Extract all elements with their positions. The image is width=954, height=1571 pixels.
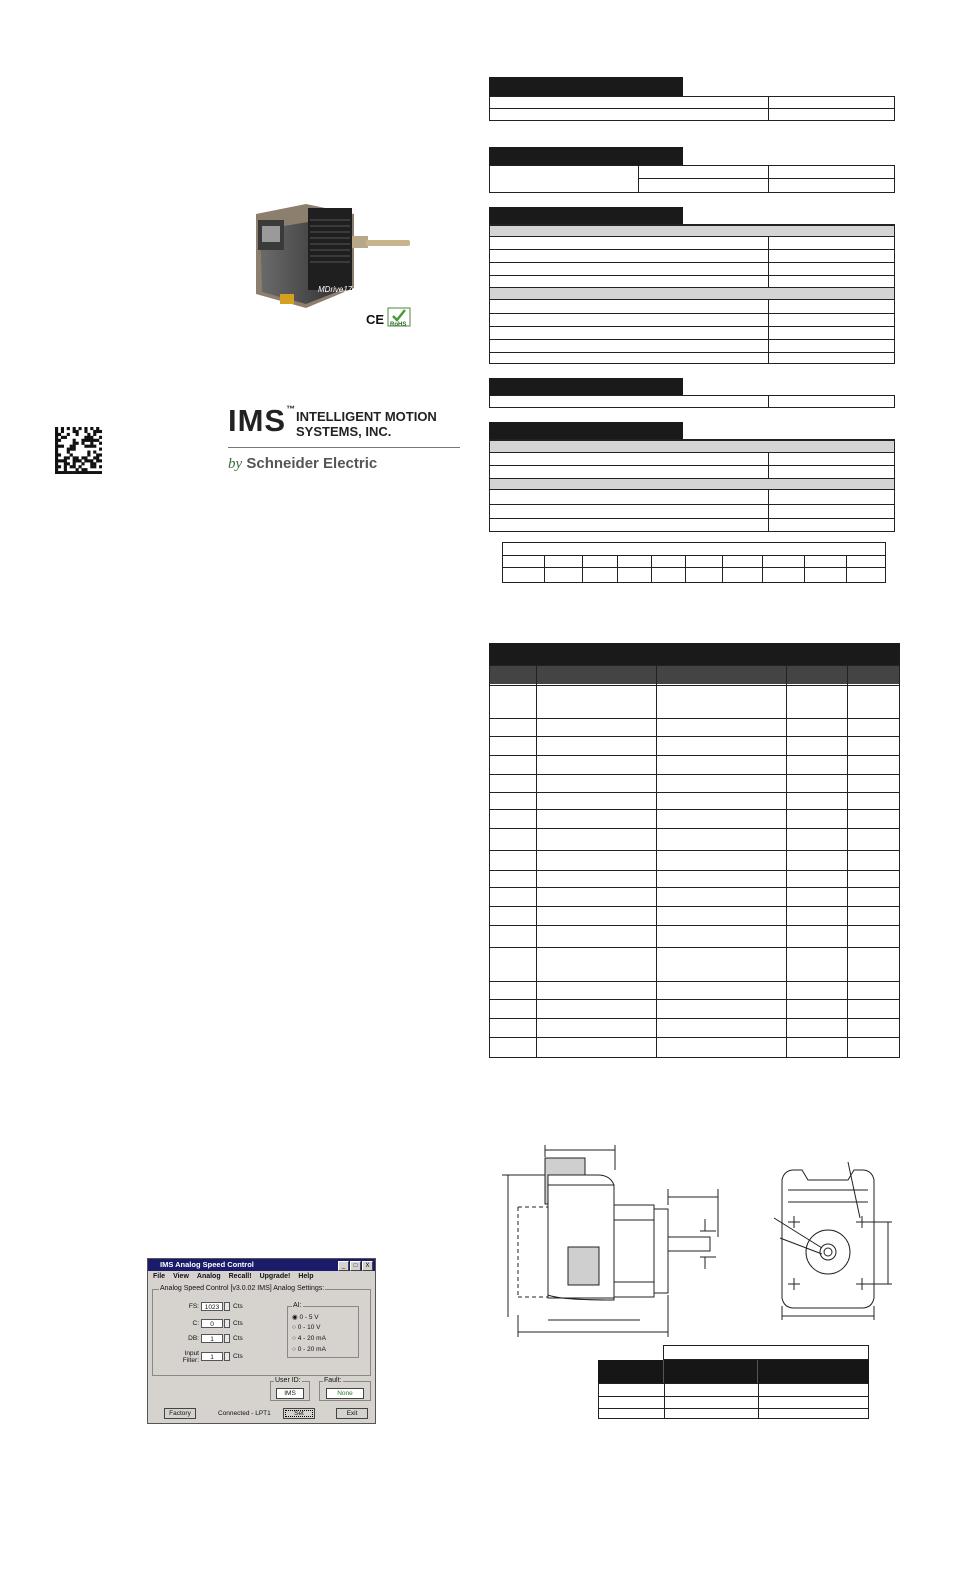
col-divider (664, 1384, 665, 1418)
fault-field: None (326, 1388, 364, 1399)
row-divider (490, 947, 899, 948)
datamatrix-module (99, 430, 102, 433)
company-name-line2: SYSTEMS, INC. (296, 424, 392, 439)
datamatrix-module (93, 430, 96, 433)
datamatrix-module (84, 436, 87, 439)
datamatrix-module (79, 465, 82, 468)
spec-header-3 (489, 207, 683, 224)
datamatrix-module (79, 471, 82, 474)
pin-table (489, 665, 900, 1058)
datamatrix-module (81, 471, 84, 474)
datamatrix-module (96, 456, 99, 459)
datamatrix-module (70, 448, 73, 451)
datamatrix-module (81, 456, 84, 459)
datamatrix-module (87, 453, 90, 456)
datamatrix-module (84, 439, 87, 442)
datamatrix-module (58, 445, 61, 448)
datamatrix-module (73, 448, 76, 451)
datamatrix-module (81, 462, 84, 465)
rohs-mark: RoHS (390, 322, 407, 328)
datamatrix-module (81, 442, 84, 445)
datamatrix-module (93, 445, 96, 448)
datamatrix-module (64, 456, 67, 459)
datamatrix-module (81, 439, 84, 442)
side-view-drawing (500, 1145, 730, 1340)
datamatrix-module (96, 471, 99, 474)
ai-legend: AI: (293, 1302, 302, 1309)
datamatrix-module (96, 453, 99, 456)
row-divider (503, 567, 885, 568)
datamatrix-module (87, 439, 90, 442)
connection-status: Connected - LPT1 (218, 1410, 271, 1417)
datamatrix-module (58, 433, 61, 436)
datamatrix-module (96, 430, 99, 433)
datamatrix-module (96, 439, 99, 442)
datamatrix-module (64, 436, 67, 439)
datamatrix-module (73, 465, 76, 468)
datamatrix-module (84, 471, 87, 474)
row-divider (599, 1396, 868, 1397)
datamatrix-module (84, 427, 87, 430)
datamatrix-module (73, 442, 76, 445)
datamatrix-module (87, 471, 90, 474)
datamatrix-module (73, 462, 76, 465)
row-divider (490, 755, 899, 756)
datamatrix-module (87, 433, 90, 436)
datamatrix-module (76, 468, 79, 471)
datamatrix-barcode (55, 427, 102, 474)
menu-view[interactable]: View (173, 1273, 189, 1280)
datamatrix-module (93, 456, 96, 459)
datamatrix-module (67, 471, 70, 474)
product-label: MDrive17 (318, 285, 353, 294)
row-divider (490, 504, 894, 505)
datamatrix-module (58, 459, 61, 462)
datamatrix-module (87, 459, 90, 462)
row-divider (490, 108, 894, 109)
db-unit: Cts (233, 1335, 243, 1342)
col-divider (768, 396, 769, 407)
datamatrix-module (76, 442, 79, 445)
datamatrix-module (84, 430, 87, 433)
user-id-field[interactable]: IMS (276, 1388, 304, 1399)
datamatrix-module (61, 430, 64, 433)
row-divider (490, 999, 899, 1000)
col-divider (544, 555, 545, 582)
datamatrix-module (93, 471, 96, 474)
fs-unit: Cts (233, 1303, 243, 1310)
datamatrix-module (96, 459, 99, 462)
datamatrix-module (93, 433, 96, 436)
col-divider (847, 666, 848, 1057)
datamatrix-module (55, 442, 58, 445)
software-window (147, 1258, 376, 1424)
col-divider (638, 166, 639, 192)
user-id-legend: User ID: (275, 1377, 301, 1384)
row-divider (490, 352, 894, 353)
ai-option-0-20ma-label: 0 - 20 mA (297, 1346, 326, 1353)
datamatrix-module (99, 436, 102, 439)
spec-table-5 (489, 439, 895, 532)
minimize-button[interactable]: _ (338, 1261, 349, 1271)
row-divider (490, 850, 899, 851)
menu-file[interactable]: File (153, 1273, 166, 1280)
datamatrix-module (55, 459, 58, 462)
datamatrix-module (90, 439, 93, 442)
datamatrix-module (61, 427, 64, 430)
row-divider (490, 1037, 899, 1038)
row-divider (490, 339, 894, 340)
spec-header-2 (489, 147, 683, 165)
input-filter-unit: Cts (233, 1353, 243, 1360)
spec-table-1 (489, 96, 895, 121)
datamatrix-module (61, 445, 64, 448)
ai-option-0-10v-label: 0 - 10 V (297, 1324, 321, 1331)
ce-mark: CE (366, 312, 385, 327)
spec-header-4 (489, 378, 683, 395)
datamatrix-module (55, 448, 58, 451)
menu-bar (153, 1273, 314, 1280)
col-divider (582, 555, 583, 582)
parent-company (228, 455, 377, 473)
spec-subheader (489, 478, 895, 490)
datamatrix-module (87, 451, 90, 454)
datamatrix-module (76, 433, 79, 436)
datamatrix-module (55, 439, 58, 442)
parent-company-name: Schneider Electric (246, 455, 378, 472)
datamatrix-module (55, 430, 58, 433)
datamatrix-module (73, 439, 76, 442)
datamatrix-module (87, 436, 90, 439)
row-divider (490, 870, 899, 871)
datamatrix-module (70, 471, 73, 474)
row-divider (490, 981, 899, 982)
col-divider (768, 453, 769, 478)
datamatrix-module (90, 471, 93, 474)
spec-subheader (489, 440, 895, 453)
ai-option-4-20ma[interactable]: ○ 4 - 20 mA (292, 1335, 326, 1342)
datamatrix-module (67, 448, 70, 451)
datamatrix-module (99, 465, 102, 468)
row-divider (503, 555, 885, 556)
datamatrix-module (67, 433, 70, 436)
datamatrix-module (70, 465, 73, 468)
row-divider (490, 313, 894, 314)
row-divider (490, 925, 899, 926)
datamatrix-module (55, 427, 58, 430)
ai-group (287, 1302, 359, 1358)
window-title: IMS Analog Speed Control (148, 1259, 375, 1271)
datamatrix-module (90, 427, 93, 430)
datamatrix-module (55, 436, 58, 439)
close-button[interactable]: X (362, 1261, 373, 1271)
spec-subheader (489, 287, 895, 300)
row-divider (490, 685, 899, 686)
datamatrix-module (58, 439, 61, 442)
c-label: C: (192, 1320, 199, 1327)
logo-divider (228, 447, 460, 448)
input-filter-input[interactable]: 1 (201, 1352, 223, 1361)
col-divider (758, 1384, 759, 1418)
row-divider (490, 809, 899, 810)
datamatrix-module (55, 451, 58, 454)
datamatrix-module (99, 453, 102, 456)
front-view-drawing (768, 1160, 898, 1322)
datamatrix-module (55, 453, 58, 456)
datamatrix-module (64, 468, 67, 471)
col-divider (786, 666, 787, 1057)
col-divider (722, 555, 723, 582)
datamatrix-module (58, 453, 61, 456)
datamatrix-module (84, 445, 87, 448)
datamatrix-module (61, 436, 64, 439)
datamatrix-module (67, 451, 70, 454)
row-divider (490, 465, 894, 466)
datamatrix-module (90, 442, 93, 445)
row-divider (490, 518, 894, 519)
row-divider (490, 262, 894, 263)
row-divider (490, 275, 894, 276)
col-divider (768, 237, 769, 287)
db-label: DB: (188, 1335, 199, 1342)
datamatrix-module (73, 430, 76, 433)
datamatrix-module (99, 459, 102, 462)
datamatrix-module (96, 427, 99, 430)
datamatrix-module (76, 456, 79, 459)
fs-label: FS: (188, 1303, 199, 1310)
datamatrix-module (55, 456, 58, 459)
ai-option-4-20ma-label: 4 - 20 mA (297, 1335, 326, 1342)
input-filter-label: Input Filter: (182, 1350, 199, 1364)
datamatrix-module (67, 462, 70, 465)
spec-header-1 (489, 77, 683, 96)
fault-group (319, 1377, 371, 1401)
spec-table-4 (489, 395, 895, 408)
datamatrix-module (81, 468, 84, 471)
dimension-table (598, 1383, 869, 1419)
datamatrix-module (93, 465, 96, 468)
datamatrix-module (76, 459, 79, 462)
datamatrix-module (64, 462, 67, 465)
c-input[interactable]: 0 (201, 1319, 223, 1328)
menu-help[interactable]: Help (298, 1273, 314, 1280)
datamatrix-module (55, 468, 58, 471)
datamatrix-module (73, 456, 76, 459)
datamatrix-module (73, 445, 76, 448)
datamatrix-module (76, 471, 79, 474)
col-divider (768, 300, 769, 363)
datamatrix-module (70, 453, 73, 456)
datamatrix-module (58, 471, 61, 474)
datamatrix-module (55, 445, 58, 448)
exit-button[interactable]: Exit (336, 1408, 368, 1419)
datamatrix-module (73, 459, 76, 462)
datamatrix-module (55, 465, 58, 468)
datamatrix-module (55, 433, 58, 436)
dimension-table-header (598, 1360, 869, 1383)
datamatrix-module (87, 445, 90, 448)
col-divider (804, 555, 805, 582)
datamatrix-module (93, 462, 96, 465)
settings-group (152, 1285, 371, 1376)
datamatrix-module (93, 439, 96, 442)
datamatrix-module (90, 465, 93, 468)
row-divider (490, 718, 899, 719)
ai-option-0-5v[interactable]: ◉ 0 - 5 V (292, 1314, 319, 1321)
c-spinner[interactable] (224, 1319, 230, 1328)
col-divider (768, 97, 769, 120)
c-unit: Cts (233, 1320, 243, 1327)
datamatrix-module (67, 427, 70, 430)
datamatrix-module (55, 462, 58, 465)
row-divider (490, 736, 899, 737)
spec-table-3 (489, 224, 895, 364)
ai-option-0-20ma[interactable]: ○ 0 - 20 mA (292, 1346, 326, 1353)
datamatrix-module (99, 471, 102, 474)
datamatrix-module (84, 468, 87, 471)
datamatrix-module (90, 462, 93, 465)
datamatrix-module (64, 459, 67, 462)
dimension-table-title-row (663, 1345, 869, 1360)
datamatrix-module (90, 445, 93, 448)
spec-subheader (489, 225, 895, 237)
row-divider (490, 326, 894, 327)
datamatrix-module (90, 459, 93, 462)
datamatrix-module (55, 471, 58, 474)
settings-legend: Analog Speed Control [v3.0.02 IMS] Analog Settings: (160, 1285, 325, 1292)
factory-button[interactable]: Factory (164, 1408, 196, 1419)
row-divider (599, 1408, 868, 1409)
spec-header-5 (489, 422, 683, 439)
ims-logo (228, 405, 296, 436)
datamatrix-module (99, 442, 102, 445)
row-divider (490, 1018, 899, 1019)
datamatrix-module (84, 456, 87, 459)
db-spinner[interactable] (224, 1334, 230, 1343)
row-divider (638, 178, 894, 179)
row-divider (490, 887, 899, 888)
datamatrix-module (67, 456, 70, 459)
datamatrix-module (99, 448, 102, 451)
ai-option-0-10v[interactable]: ○ 0 - 10 V (292, 1324, 321, 1331)
trademark-symbol: ™ (286, 404, 297, 414)
fs-spinner[interactable] (224, 1302, 230, 1311)
row-divider (490, 828, 899, 829)
col-divider (536, 666, 537, 1057)
datamatrix-module (93, 451, 96, 454)
datamatrix-module (79, 459, 82, 462)
col-divider (768, 166, 769, 192)
fault-legend: Fault: (324, 1377, 342, 1384)
header-col-divider (663, 1360, 664, 1383)
ims-logo-text: IMS (228, 403, 287, 438)
datamatrix-module (73, 471, 76, 474)
col-divider (768, 490, 769, 531)
datamatrix-module (58, 465, 61, 468)
input-filter-spinner[interactable] (224, 1352, 230, 1361)
col-divider (685, 555, 686, 582)
company-name-line1: INTELLIGENT MOTION (296, 409, 437, 424)
datamatrix-module (84, 459, 87, 462)
datamatrix-module (79, 427, 82, 430)
set-button[interactable]: Set (283, 1408, 315, 1419)
col-divider (846, 555, 847, 582)
datamatrix-module (61, 459, 64, 462)
datamatrix-module (70, 445, 73, 448)
company-name (296, 409, 437, 439)
col-divider (651, 555, 652, 582)
menu-upgrade[interactable]: Upgrade! (259, 1273, 291, 1280)
datamatrix-module (64, 465, 67, 468)
fs-input[interactable]: 1023 (201, 1302, 223, 1311)
row-divider (490, 906, 899, 907)
datamatrix-module (61, 471, 64, 474)
row-divider (490, 249, 894, 250)
datamatrix-module (90, 436, 93, 439)
datamatrix-module (76, 430, 79, 433)
product-photo (246, 200, 414, 330)
pin-table-header (489, 643, 900, 665)
window-controls (338, 1261, 373, 1271)
datamatrix-module (64, 471, 67, 474)
col-divider (617, 555, 618, 582)
row-divider (490, 792, 899, 793)
maximize-button[interactable]: □ (350, 1261, 361, 1271)
menu-analog[interactable]: Analog (196, 1273, 221, 1280)
col-divider (762, 555, 763, 582)
ai-option-0-5v-label: 0 - 5 V (299, 1314, 319, 1321)
menu-recall[interactable]: Recall! (228, 1273, 252, 1280)
header-col-divider (757, 1360, 758, 1383)
spec-table-2 (489, 165, 895, 193)
user-id-group (270, 1377, 310, 1401)
db-input[interactable]: 1 (201, 1334, 223, 1343)
row-divider (490, 774, 899, 775)
by-word: by (228, 456, 243, 472)
datamatrix-module (73, 427, 76, 430)
col-divider (656, 666, 657, 1057)
small-grid-table (502, 542, 886, 583)
